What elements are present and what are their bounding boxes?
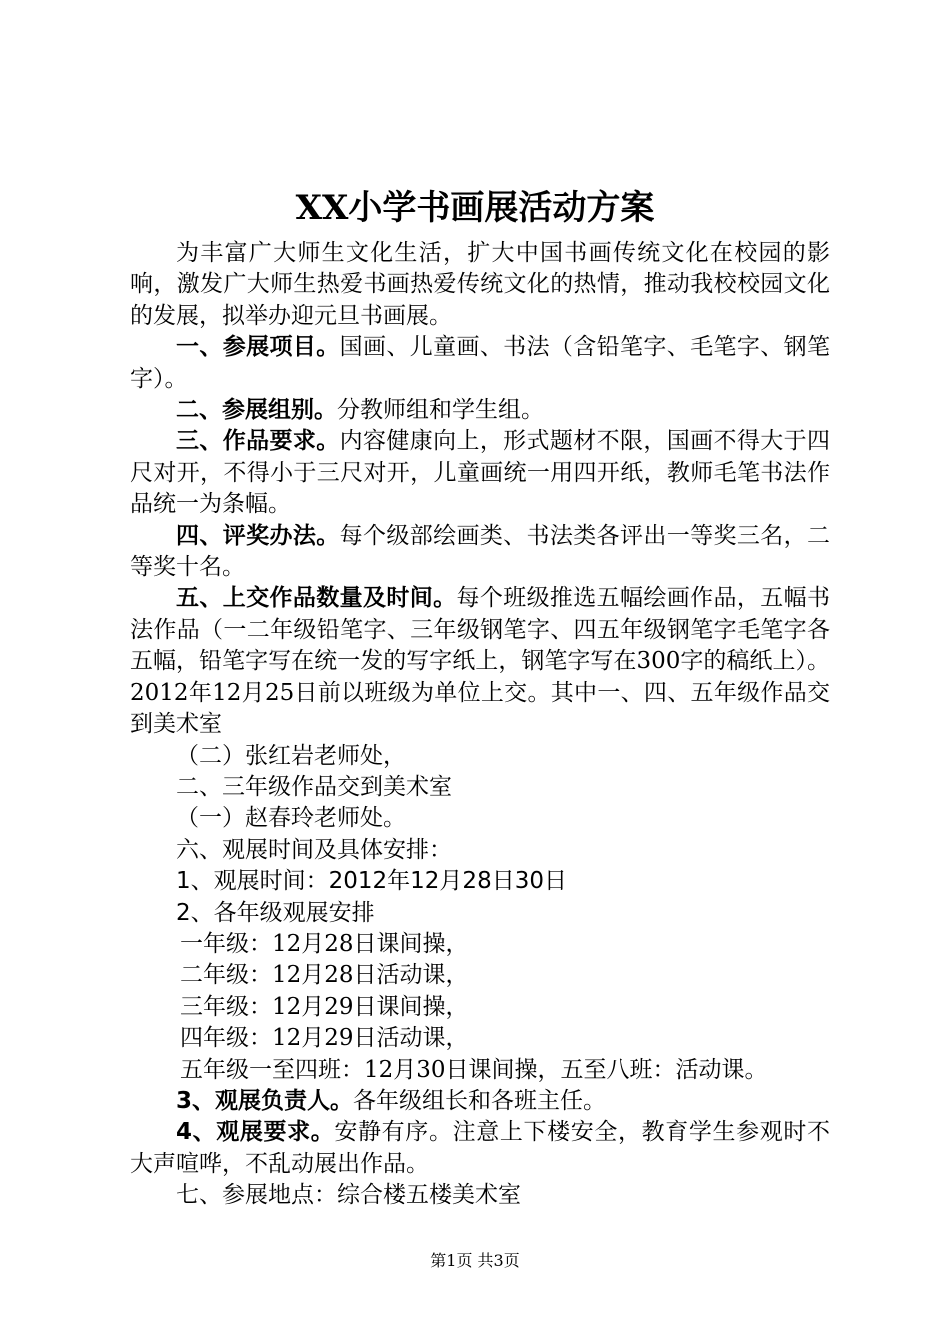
- section-responsible: [130, 1086, 830, 1117]
- section-heading: 3、观展负责人。: [176, 1087, 354, 1114]
- section-awards: [130, 521, 830, 584]
- section-exhibit-items: [130, 332, 830, 395]
- section-heading: 五、上交作品数量及时间。: [176, 585, 457, 612]
- section-viewing-requirements: [130, 1117, 830, 1180]
- document-body: [130, 238, 830, 1212]
- section-text: 国画、儿童画、书法（含铅笔字、毛笔字、钢笔字）。: [130, 334, 831, 392]
- schedule-item: 三年级：12月29日课间操，: [180, 993, 469, 1020]
- section-text: 每个级部绘画类、书法类各评出一等奖三名，二等奖十名。: [130, 522, 831, 581]
- schedule-item: 一年级：12月28日课间操，: [180, 930, 469, 957]
- schedule-item: 二年级：12月28日活动课，: [180, 962, 469, 989]
- line-viewing-time: 1、观展时间：2012年12月28日30日: [176, 868, 567, 895]
- intro-paragraph: 为丰富广大师生文化生活，扩大中国书画传统文化在校园的影响，激发广大师生热爱书画热爱传统文化的热情，推动我校校园文化的发展，拟举办迎元旦书画展。: [130, 240, 830, 329]
- line-viewing-schedule: 六、观展时间及具体安排：: [176, 836, 452, 863]
- section-heading: 一、参展项目。: [176, 334, 340, 361]
- section-heading: 4、观展要求。: [176, 1119, 335, 1146]
- section-submission: [130, 583, 830, 740]
- section-text: 各年级组长和各班主任。: [353, 1087, 607, 1114]
- page-footer: 第1页 共3页: [430, 1251, 520, 1270]
- schedule-item: 四年级：12月29日活动课，: [180, 1025, 469, 1052]
- schedule-item: 五年级一至四班：12月30日课间操，五至八班：活动课。: [180, 1056, 768, 1083]
- line-teacher-zhao: （一）赵春玲老师处。: [176, 805, 406, 832]
- section-heading: 二、参展组别。: [176, 397, 337, 424]
- section-text: 每个班级推选五幅绘画作品，五幅书法作品（一二年级铅笔字、三年级钢笔字、四五年级钢笔字毛笔字各五幅，铅笔字写在统一发的写字纸上，钢笔字写在300字的稿纸上）。2012年12月25日前以班级为单位上交。其中一、四、五年级作品交到美术室: [130, 585, 831, 738]
- section-heading: 三、作品要求。: [176, 428, 340, 455]
- line-grade-two-three: 二、三年级作品交到美术室: [176, 773, 452, 800]
- section-groups: [130, 395, 830, 426]
- section-text: 安静有序。注意上下楼安全，教育学生参观时不大声喧哗，不乱动展出作品。: [130, 1119, 831, 1177]
- line-teacher-zhang: （二）张红岩老师处，: [176, 742, 406, 769]
- line-grade-arrangement: 2、各年级观展安排: [176, 899, 375, 926]
- document-title: XX小学书画展活动方案: [295, 188, 655, 228]
- section-requirements: [130, 426, 830, 520]
- section-heading: 四、评奖办法。: [176, 522, 340, 549]
- section-text: 内容健康向上，形式题材不限，国画不得大于四尺对开，不得小于三尺对开，儿童画统一用四开纸，教师毛笔书法作品统一为条幅。: [130, 428, 831, 518]
- section-text: 分教师组和学生组。: [337, 397, 544, 424]
- line-location: 七、参展地点：综合楼五楼美术室: [176, 1182, 521, 1209]
